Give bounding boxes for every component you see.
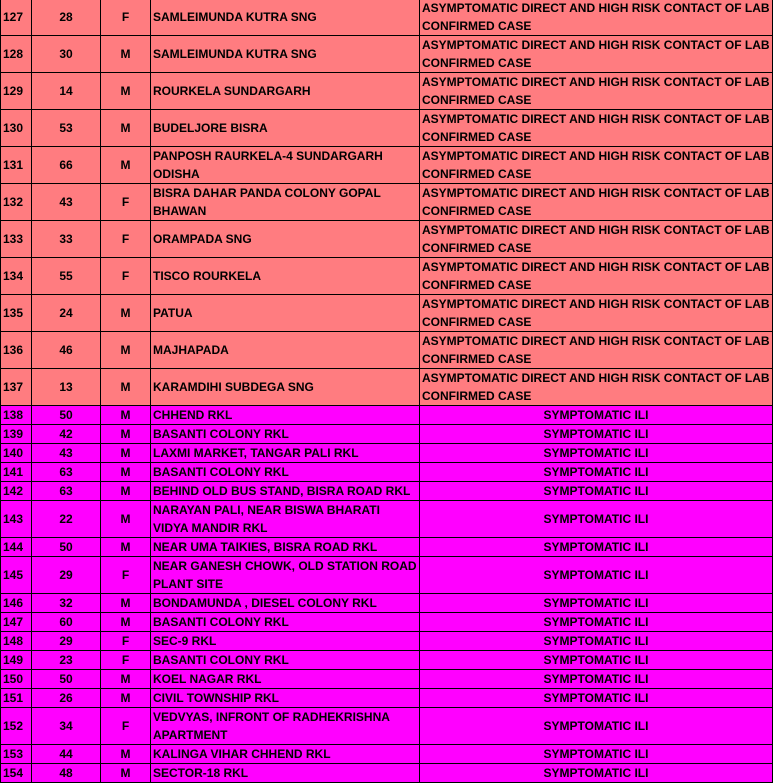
address-cell[interactable]: LAXMI MARKET, TANGAR PALI RKL [151,444,420,463]
sex-cell[interactable]: F [101,0,151,36]
address-cell[interactable]: MAJHAPADA [151,332,420,369]
category-cell[interactable]: SYMPTOMATIC ILI [420,482,773,501]
category-cell[interactable]: SYMPTOMATIC ILI [420,463,773,482]
address-cell[interactable]: BEHIND OLD BUS STAND, BISRA ROAD RKL [151,482,420,501]
age-cell[interactable]: 43 [32,184,101,221]
table-row [1,632,773,651]
address-cell[interactable]: SAMLEIMUNDA KUTRA SNG [151,0,420,36]
table-row [1,258,773,295]
table-row [1,613,773,632]
table-row [1,73,773,110]
category-cell[interactable]: ASYMPTOMATIC DIRECT AND HIGH RISK CONTACT OF LAB CONFIRMED CASE [420,73,773,110]
table-row [1,425,773,444]
sl-cell[interactable]: 145 [1,557,32,594]
sex-cell[interactable]: M [101,295,151,332]
age-cell[interactable]: 30 [32,36,101,73]
sl-cell[interactable]: 133 [1,221,32,258]
address-cell[interactable]: BASANTI COLONY RKL [151,613,420,632]
table-row [1,557,773,594]
category-cell[interactable]: SYMPTOMATIC ILI [420,708,773,745]
address-cell[interactable]: ROURKELA SUNDARGARH [151,73,420,110]
sex-cell[interactable]: M [101,425,151,444]
address-cell[interactable]: ORAMPADA SNG [151,221,420,258]
age-cell[interactable]: 13 [32,369,101,406]
sex-cell[interactable]: M [101,444,151,463]
age-cell[interactable]: 50 [32,406,101,425]
address-cell[interactable]: KOEL NAGAR RKL [151,670,420,689]
age-cell[interactable]: 23 [32,651,101,670]
sex-cell[interactable]: M [101,73,151,110]
table-row [1,689,773,708]
sl-cell[interactable]: 139 [1,425,32,444]
address-cell[interactable]: NEAR UMA TAIKIES, BISRA ROAD RKL [151,538,420,557]
category-cell[interactable]: SYMPTOMATIC ILI [420,444,773,463]
address-cell[interactable]: BASANTI COLONY RKL [151,463,420,482]
category-cell[interactable]: ASYMPTOMATIC DIRECT AND HIGH RISK CONTACT OF LAB CONFIRMED CASE [420,221,773,258]
table-row [1,594,773,613]
sl-cell[interactable]: 138 [1,406,32,425]
table-row [1,147,773,184]
sex-cell[interactable]: M [101,670,151,689]
table-row [1,444,773,463]
sl-cell[interactable]: 153 [1,745,32,764]
category-cell[interactable]: ASYMPTOMATIC DIRECT AND HIGH RISK CONTACT OF LAB CONFIRMED CASE [420,110,773,147]
address-cell[interactable]: VEDVYAS, INFRONT OF RADHEKRISHNA APARTMENT [151,708,420,745]
sl-cell[interactable]: 129 [1,73,32,110]
sex-cell[interactable]: F [101,258,151,295]
age-cell[interactable]: 50 [32,538,101,557]
age-cell[interactable]: 33 [32,221,101,258]
sex-cell[interactable]: M [101,613,151,632]
sl-cell[interactable]: 130 [1,110,32,147]
category-cell[interactable]: SYMPTOMATIC ILI [420,745,773,764]
address-cell[interactable]: SAMLEIMUNDA KUTRA SNG [151,36,420,73]
sl-cell[interactable]: 142 [1,482,32,501]
sl-cell[interactable]: 143 [1,501,32,538]
sex-cell[interactable]: M [101,501,151,538]
sex-cell[interactable]: M [101,764,151,783]
table-row [1,463,773,482]
sl-cell[interactable]: 152 [1,708,32,745]
address-cell[interactable]: PANPOSH RAURKELA-4 SUNDARGARH ODISHA [151,147,420,184]
category-cell[interactable]: SYMPTOMATIC ILI [420,594,773,613]
age-cell[interactable]: 60 [32,613,101,632]
address-cell[interactable]: KARAMDIHI SUBDEGA SNG [151,369,420,406]
sl-cell[interactable]: 148 [1,632,32,651]
sl-cell[interactable]: 136 [1,332,32,369]
age-cell[interactable]: 28 [32,0,101,36]
sl-cell[interactable]: 131 [1,147,32,184]
age-cell[interactable]: 55 [32,258,101,295]
age-cell[interactable]: 48 [32,764,101,783]
table-row [1,110,773,147]
age-cell[interactable]: 46 [32,332,101,369]
category-cell[interactable]: SYMPTOMATIC ILI [420,557,773,594]
sl-cell[interactable]: 144 [1,538,32,557]
age-cell[interactable]: 22 [32,501,101,538]
address-cell[interactable]: CIVIL TOWNSHIP RKL [151,689,420,708]
table-row [1,406,773,425]
address-cell[interactable]: SEC-9 RKL [151,632,420,651]
sex-cell[interactable]: F [101,184,151,221]
sl-cell[interactable]: 150 [1,670,32,689]
address-cell[interactable]: BONDAMUNDA , DIESEL COLONY RKL [151,594,420,613]
sl-cell[interactable]: 134 [1,258,32,295]
category-cell[interactable]: SYMPTOMATIC ILI [420,538,773,557]
category-cell[interactable]: ASYMPTOMATIC DIRECT AND HIGH RISK CONTACT OF LAB CONFIRMED CASE [420,369,773,406]
sex-cell[interactable]: M [101,406,151,425]
address-cell[interactable]: CHHEND RKL [151,406,420,425]
address-cell[interactable]: SECTOR-18 RKL [151,764,420,783]
address-cell[interactable]: TISCO ROURKELA [151,258,420,295]
age-cell[interactable]: 34 [32,708,101,745]
sl-cell[interactable]: 137 [1,369,32,406]
table-row [1,332,773,369]
table-row [1,745,773,764]
category-cell[interactable]: SYMPTOMATIC ILI [420,632,773,651]
sl-cell[interactable]: 154 [1,764,32,783]
category-cell[interactable]: SYMPTOMATIC ILI [420,501,773,538]
sex-cell[interactable]: M [101,482,151,501]
sex-cell[interactable]: M [101,36,151,73]
address-cell[interactable]: KALINGA VIHAR CHHEND RKL [151,745,420,764]
table-row [1,708,773,745]
table-row [1,295,773,332]
age-cell[interactable]: 66 [32,147,101,184]
table-row [1,670,773,689]
age-cell[interactable]: 26 [32,689,101,708]
table-row [1,482,773,501]
age-cell[interactable]: 53 [32,110,101,147]
table-row [1,501,773,538]
address-cell[interactable]: PATUA [151,295,420,332]
age-cell[interactable]: 44 [32,745,101,764]
category-cell[interactable]: ASYMPTOMATIC DIRECT AND HIGH RISK CONTACT OF LAB CONFIRMED CASE [420,184,773,221]
address-cell[interactable]: BUDELJORE BISRA [151,110,420,147]
category-cell[interactable]: SYMPTOMATIC ILI [420,764,773,783]
address-cell[interactable]: BASANTI COLONY RKL [151,651,420,670]
sex-cell[interactable]: F [101,557,151,594]
sl-cell[interactable]: 149 [1,651,32,670]
sex-cell[interactable]: F [101,632,151,651]
table-row [1,221,773,258]
category-cell[interactable]: ASYMPTOMATIC DIRECT AND HIGH RISK CONTACT OF LAB CONFIRMED CASE [420,147,773,184]
table-row [1,369,773,406]
address-cell[interactable]: BASANTI COLONY RKL [151,425,420,444]
sex-cell[interactable]: M [101,594,151,613]
category-cell[interactable]: SYMPTOMATIC ILI [420,670,773,689]
sl-cell[interactable]: 151 [1,689,32,708]
category-cell[interactable]: ASYMPTOMATIC DIRECT AND HIGH RISK CONTACT OF LAB CONFIRMED CASE [420,36,773,73]
age-cell[interactable]: 24 [32,295,101,332]
age-cell[interactable]: 32 [32,594,101,613]
table-row [1,538,773,557]
age-cell[interactable]: 14 [32,73,101,110]
sl-cell[interactable]: 140 [1,444,32,463]
sex-cell[interactable]: M [101,110,151,147]
table-row [1,764,773,783]
case-table-body [1,0,773,783]
sl-cell[interactable]: 135 [1,295,32,332]
sex-cell[interactable]: M [101,745,151,764]
sex-cell[interactable]: M [101,689,151,708]
age-cell[interactable]: 63 [32,482,101,501]
table-row [1,0,773,36]
sl-cell[interactable]: 132 [1,184,32,221]
category-cell[interactable]: SYMPTOMATIC ILI [420,406,773,425]
age-cell[interactable]: 63 [32,463,101,482]
age-cell[interactable]: 42 [32,425,101,444]
age-cell[interactable]: 29 [32,557,101,594]
category-cell[interactable]: ASYMPTOMATIC DIRECT AND HIGH RISK CONTACT OF LAB CONFIRMED CASE [420,332,773,369]
address-cell[interactable]: BISRA DAHAR PANDA COLONY GOPAL BHAWAN [151,184,420,221]
sex-cell[interactable]: M [101,538,151,557]
table-row [1,184,773,221]
category-cell[interactable]: SYMPTOMATIC ILI [420,425,773,444]
age-cell[interactable]: 29 [32,632,101,651]
sl-cell[interactable]: 128 [1,36,32,73]
table-row [1,651,773,670]
category-cell[interactable]: ASYMPTOMATIC DIRECT AND HIGH RISK CONTACT OF LAB CONFIRMED CASE [420,258,773,295]
sex-cell[interactable]: M [101,147,151,184]
table-row [1,36,773,73]
sl-cell[interactable]: 146 [1,594,32,613]
sl-cell[interactable]: 147 [1,613,32,632]
sex-cell[interactable]: M [101,369,151,406]
age-cell[interactable]: 50 [32,670,101,689]
category-cell[interactable]: SYMPTOMATIC ILI [420,651,773,670]
age-cell[interactable]: 43 [32,444,101,463]
address-cell[interactable]: NEAR GANESH CHOWK, OLD STATION ROAD PLANT SITE [151,557,420,594]
sex-cell[interactable]: F [101,708,151,745]
category-cell[interactable]: SYMPTOMATIC ILI [420,689,773,708]
category-cell[interactable]: ASYMPTOMATIC DIRECT AND HIGH RISK CONTACT OF LAB CONFIRMED CASE [420,0,773,36]
sl-cell[interactable]: 141 [1,463,32,482]
sl-cell[interactable]: 127 [1,0,32,36]
category-cell[interactable]: SYMPTOMATIC ILI [420,613,773,632]
sex-cell[interactable]: F [101,221,151,258]
sex-cell[interactable]: F [101,651,151,670]
address-cell[interactable]: NARAYAN PALI, NEAR BISWA BHARATI VIDYA MANDIR RKL [151,501,420,538]
category-cell[interactable]: ASYMPTOMATIC DIRECT AND HIGH RISK CONTACT OF LAB CONFIRMED CASE [420,295,773,332]
sex-cell[interactable]: M [101,463,151,482]
sex-cell[interactable]: M [101,332,151,369]
